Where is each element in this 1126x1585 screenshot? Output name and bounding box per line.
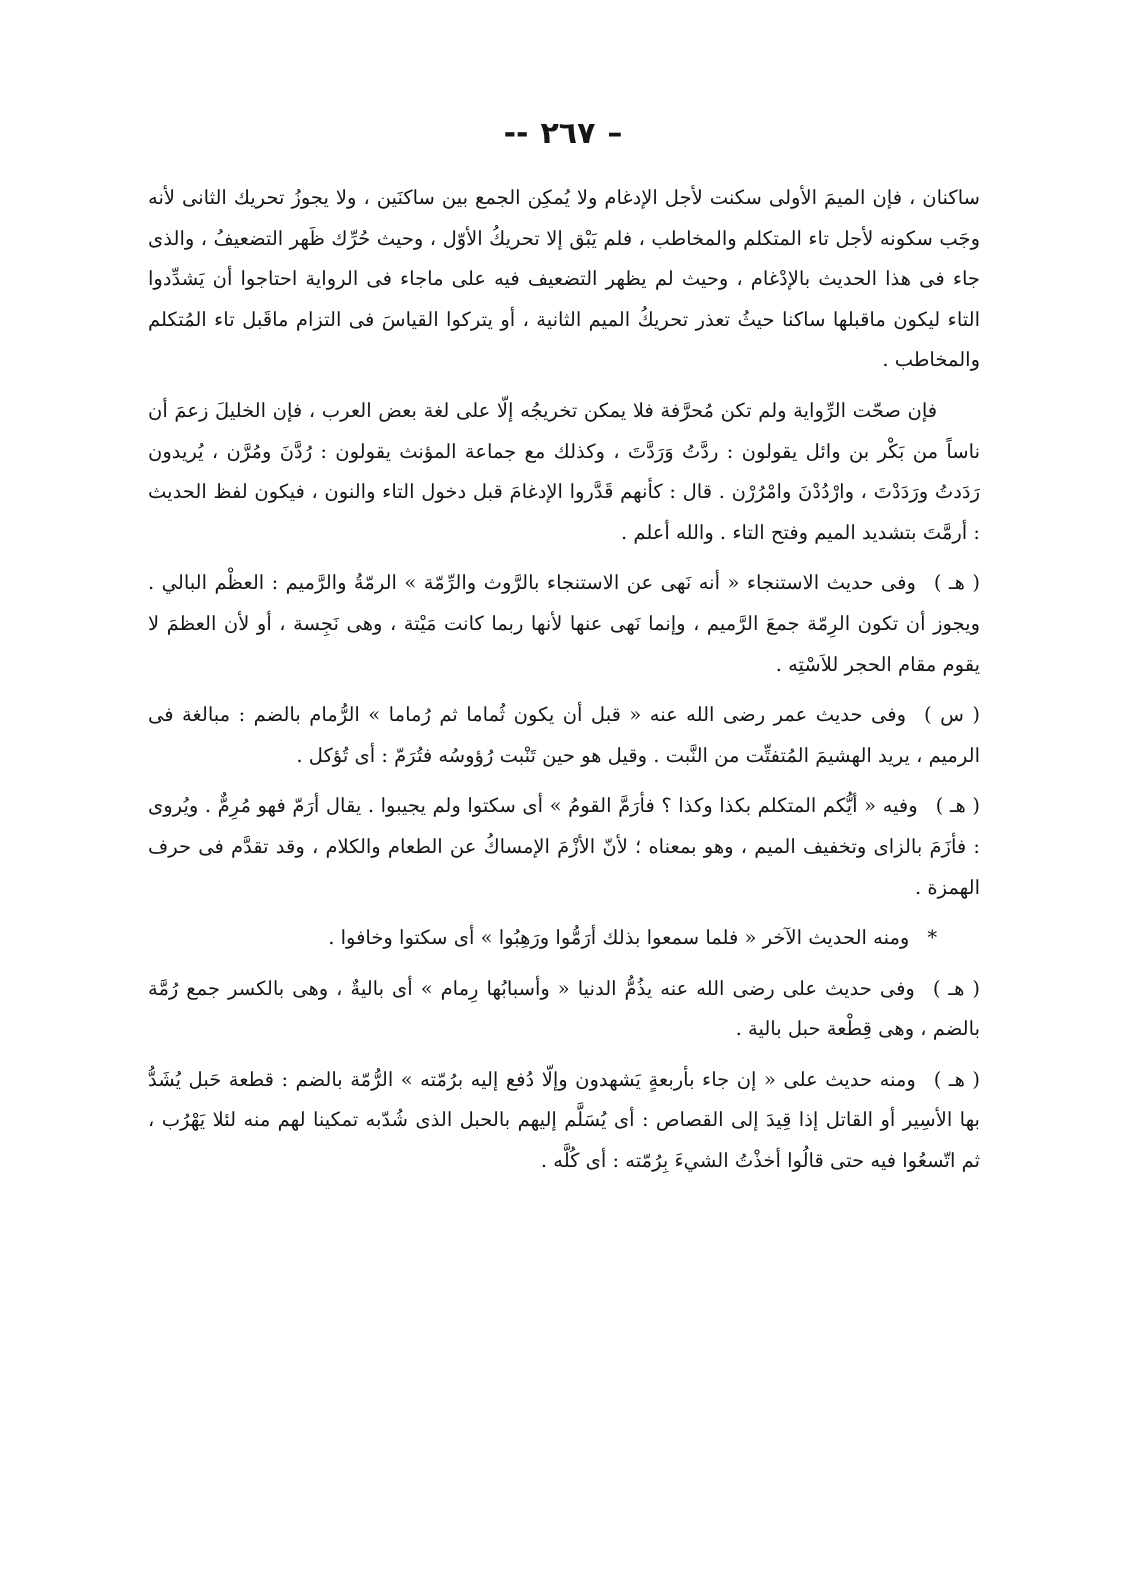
paragraph-2: [148, 391, 980, 553]
paragraph-5-tag: ( هـ ): [935, 794, 980, 818]
paragraph-3-text: وفى حديث الاستنجاء « أنه نَهى عن الاستنجاء بالرَّوث والرِّمّة » الرمّةُ والرَّميم : العظْم البالي . ويجوز أن تكون الرِمّة جمعَ الرَّميم ، وإنما نَهى عنها لأنها ربما كانت مَيْتة ، وهى نَجِسة ، أو لأن العظمَ لا يقوم مقام الحجر للاَسْتِه .: [148, 571, 980, 676]
paragraph-4-tag: ( س ): [924, 703, 980, 727]
paragraph-2-text: فإن صحّت الرِّواية ولم تكن مُحرَّفة فلا يمكن تخريجُه إلّا على لغة بعض العرب ، فإن الخليلَ زعمَ أن ناساً من بَكْر بن وائل يقولون : ردَّتُ وَرَدَّتَ ، وكذلك مع جماعة المؤنث يقولون : رُدَّنَ ومُرَّن ، يُريدون رَدَدتُ ورَدَدْتَ ، وارْدُدْنَ وامْرُرْن . قال : كأنهم قَدَّروا الإدغامَ قبل دخول التاء والنون ، فيكون لفظ الحديث : أرمَّتَ بتشديد الميم وفتح التاء . والله أعلم .: [148, 398, 980, 544]
paragraph-6-text: ومنه الحديث الآخر « فلما سمعوا بذلك أرَمُّوا ورَهِبُوا » أى سكتوا وخافوا .: [328, 926, 910, 950]
body-text: [148, 178, 980, 1192]
page-number-value: ٢٦٧: [540, 116, 596, 151]
paragraph-6: [148, 918, 980, 959]
paragraph-8-text: ومنه حديث على « إن جاء بأربعةٍ يَشهدون وإلّا دُفع إليه برُمّته » الرُّمّة بالضم : قطعة حَبل يُشَدُّ بها الأسِير أو القاتل إذا قِيدَ إلى القصاص : أى يُسَلَّم إليهم بالحبل الذى شُدّبه تمكينا لهم منه لئلا يَهْرُب ، ثم اتّسعُوا فيه حتى قالُوا أخذْتُ الشيءَ بِرُمّته : أى كُلَّه .: [148, 1067, 980, 1173]
paragraph-5-text: وفيه « أيُّكم المتكلم بكذا وكذا ؟ فأرَمَّ القومُ » أى سكتوا ولم يجيبوا . يقال أرَمّ فهو مُرِمٌّ . ويُروى : فأزَمَ بالزاى وتخفيف الميم ، وهو بمعناه ؛ لأنّ الأزْمَ الإمساكُ عن الطعام والكلام ، وقد تقدَّم فى حرف الهمزة .: [148, 794, 980, 899]
paragraph-3-tag: ( هـ ): [933, 571, 980, 595]
paragraph-1-text: ساكنان ، فإن الميمَ الأولى سكنت لأجل الإدغام ولا يُمكِن الجمع بين ساكنَين ، ولا يجوزُ تحريك الثانى لأنه وجَب سكونه لأجل تاء المتكلم والمخاطب ، فلم يَبْق إلا تحريكُ الأوّل ، وحيث حُرِّك ظَهر التضعيفُ ، والذى جاء فى هذا الحديث بالإدْغام ، وحيث لم يظهر التضعيف فيه على ماجاء فى الرواية احتاجوا أن يَشدِّدوا التاء ليكون ماقبلها ساكنا حيثُ تعذر تحريكُ الميم الثانية ، أو يتركوا القياسَ فى التزام ماقَبل تاء المُتكلم والمخاطب .: [148, 186, 980, 372]
page-number-dash-right: –: [607, 116, 623, 151]
page-number-dash-left: --: [503, 116, 529, 151]
paragraph-5: [148, 786, 980, 908]
paragraph-7-tag: ( هـ ): [932, 976, 980, 1000]
page-number: [0, 116, 1126, 151]
paragraph-7-text: وفى حديث على رضى الله عنه يذُمُّ الدنيا « وأسبابُها رِمام » أى باليةٌ ، وهى بالكسر جمع رُمَّة بالضم ، وهى قِطْعة حبل بالية .: [148, 976, 980, 1041]
paragraph-4-text: وفى حديث عمر رضى الله عنه « قبل أن يكون ثُماما ثم رُماما » الرُّمام بالضم : مبالغة فى الرميم ، يريد الهشيمَ المُتفتِّت من النَّبت . وقيل هو حين تَنْبت رُؤوسُه فتُرَمّ : أى تُؤكل .: [148, 703, 980, 767]
paragraph-8-tag: ( هـ ): [933, 1067, 981, 1091]
paragraph-7: [148, 969, 980, 1050]
paragraph-8: [148, 1060, 980, 1182]
paragraph-1: [148, 178, 980, 381]
paragraph-6-tag: *: [927, 926, 938, 950]
paragraph-4: [148, 695, 980, 776]
paragraph-3: [148, 563, 980, 685]
